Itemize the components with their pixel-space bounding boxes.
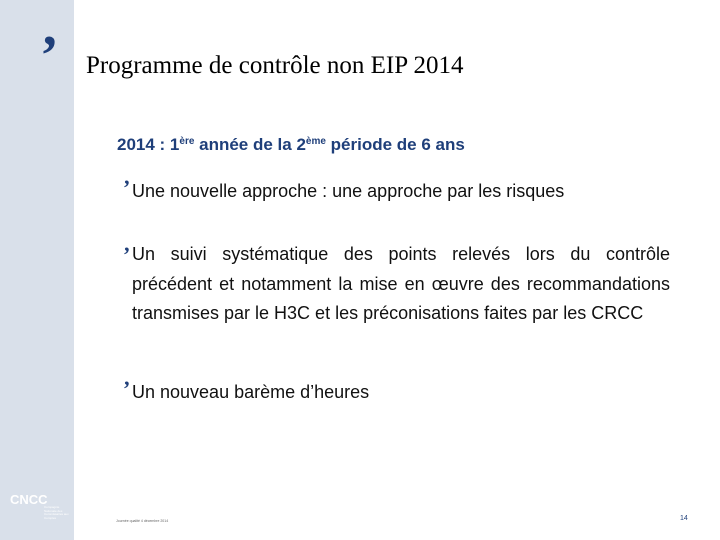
title-quote-mark-icon: ’ — [40, 25, 59, 87]
footer-text: Journée qualité 4 décembre 2014 — [116, 519, 169, 523]
bullet-text: Une nouvelle approche : une approche par les risques — [132, 181, 565, 201]
bullet-quote-icon: ’ — [123, 175, 131, 200]
slide-title: Programme de contrôle non EIP 2014 — [86, 52, 464, 79]
bullet-item — [123, 240, 670, 329]
cncc-logo — [10, 492, 70, 528]
bullet-item — [123, 376, 370, 402]
logo-subtext: Compagnie Nationale des Commissaires aux Comptes — [44, 505, 69, 520]
bullet-quote-icon: ’ — [123, 376, 131, 401]
subtitle-part-2: année de la 2 — [194, 135, 306, 154]
logo-text: CNCC — [10, 492, 48, 507]
slide-subtitle — [117, 135, 465, 155]
bullet-text: Un nouveau barème d’heures — [132, 382, 370, 402]
left-sidebar-band — [0, 0, 74, 540]
bullet-item — [123, 175, 565, 201]
bullet-quote-icon: ’ — [123, 242, 131, 267]
subtitle-superscript-2: ème — [305, 136, 326, 147]
bullet-text: Un suivi systématique des points relevés lors du contrôle précédent et notamment la mise en œuvre des recommandations transmises par le H3C et les préconisations faites par les CRCC — [132, 244, 670, 324]
subtitle-part-3: période de 6 ans — [325, 135, 465, 154]
subtitle-superscript-1: ère — [179, 136, 195, 147]
subtitle-part-1: 2014 : 1 — [117, 135, 180, 154]
page-number: 14 — [680, 515, 688, 522]
